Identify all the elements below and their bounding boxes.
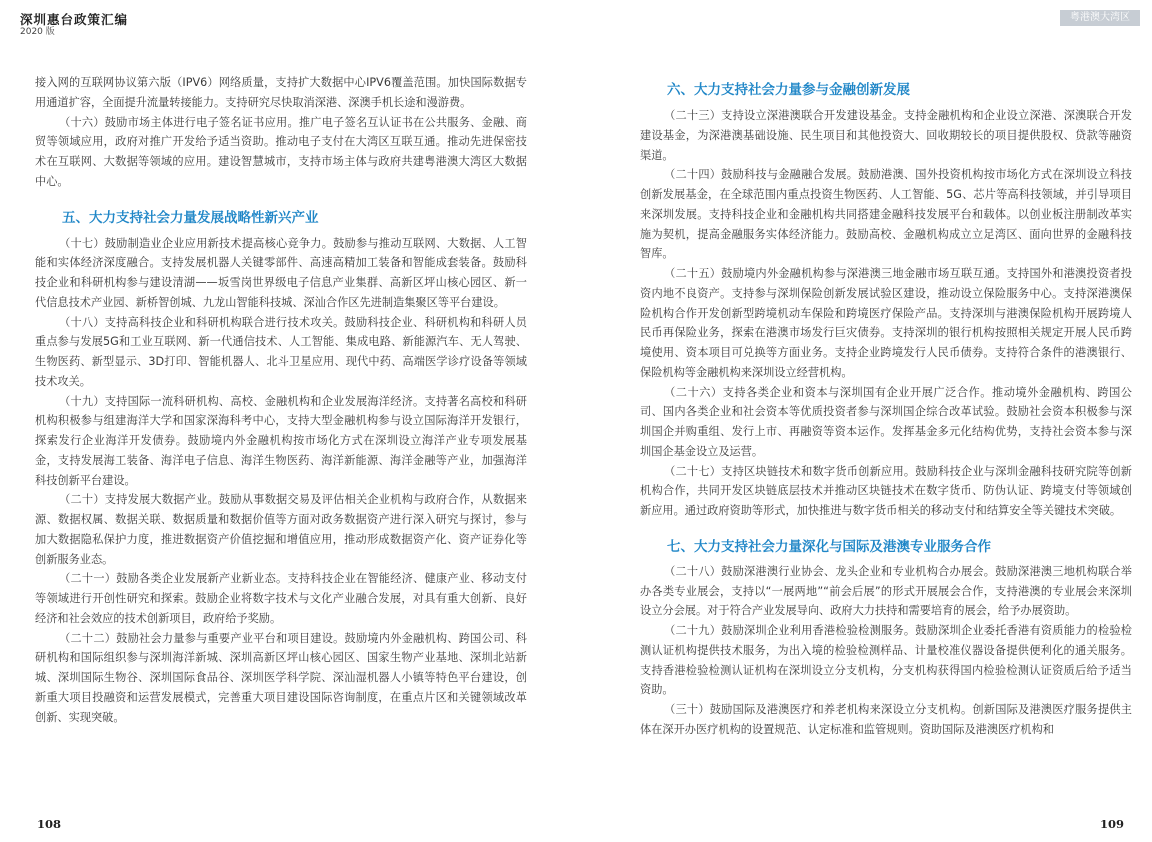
section-tag: 粤港澳大湾区	[1060, 10, 1140, 26]
paragraph: （二十二）鼓励社会力量参与重要产业平台和项目建设。鼓励境内外金融机构、跨国公司、科研机构和国际组织参与深圳海洋新城、深圳高新区坪山核心园区、国家生物产业基地、深圳北站新城、深圳国际生物谷、深圳国际食品谷、深圳医学科学院、深汕湿机器人小镇等特色平台建设，创新重大项目投融资和运营发展模式，完善重大项目建设国际咨询制度，在重点片区和关键领域改革创新、实现突破。	[35, 631, 527, 724]
publication-title: 深圳惠台政策汇编	[20, 12, 129, 27]
paragraph: （十八）支持高科技企业和科研机构联合进行技术攻关。鼓励科技企业、科研机构和科研人员重点参与发展5G和工业互联网、新一代通信技术、人工智能、集成电路、新能源汽车、无人驾驶、生物医药、新型显示、3D打印、智能机器人、北斗卫星应用、现代中药、高端医学诊疗设备等领域技术攻关。	[35, 315, 527, 388]
publication-brand	[20, 12, 128, 38]
paragraph: （十六）鼓励市场主体进行电子签名证书应用。推广电子签名互认证书在公共服务、金融、商贸等领域应用，政府对推广开发给予适当资助。推动电子支付在大湾区互联互通。推动先进保密技术在互联网、大数据等领域的应用。建设智慧城市，支持市场主体与政府共建粤港澳大湾区大数据中心。	[35, 115, 527, 188]
paragraph: （二十七）支持区块链技术和数字货币创新应用。鼓励科技企业与深圳金融科技研究院等创新机构合作，共同开发区块链底层技术并推动区块链技术在数字货币、防伪认证、跨境支付等领域创新应用。通过政府资助等形式，加快推进与数字货币相关的移动支付和结算安全等关键技术突破。	[640, 464, 1132, 517]
left-page-body	[35, 73, 527, 727]
paragraph: （二十五）鼓励境内外金融机构参与深港澳三地金融市场互联互通。支持国外和港澳投资者投资内地不良资产。支持参与深圳保险创新发展试验区建设，推动设立保险服务中心。支持深港澳保险机构合作开发创新型跨境机动车保险和跨境医疗保险产品。支持深圳与港澳保险机构开展跨境人民币再保险业务，探索在港澳市场发行巨灾债券。支持深圳的银行机构按照相关规定开展人民币跨境使用、资本项目可兑换等方面业务。支持企业跨境发行人民币债券。支持符合条件的港澳银行、保险机构等金融机构来深圳设立经营机构。	[640, 267, 1132, 379]
paragraph: （二十三）支持设立深港澳联合开发建设基金。支持金融机构和企业设立深港、深澳联合开发建设基金，为深港澳基础设施、民生项目和其他投资大、回收期较长的项目提供股权、贷款等融资渠道。	[640, 109, 1132, 162]
section-heading: 七、大力支持社会力量深化与国际及港澳专业服务合作	[667, 538, 991, 555]
paragraph: （三十）鼓励国际及港澳医疗和养老机构来深设立分支机构。创新国际及港澳医疗服务提供主体在深开办医疗机构的设置规范、认定标准和监管规则。资助国际及港澳医疗机构和	[640, 703, 1132, 736]
section-heading: 五、大力支持社会力量发展战略性新兴产业	[62, 209, 319, 226]
paragraph: 接入网的互联网协议第六版（IPV6）网络质量，支持扩大数据中心IPV6覆盖范围。加快国际数据专用通道扩容，全面提升流量转接能力。支持研究尽快取消深港、深澳手机长途和漫游费。	[35, 76, 527, 109]
publication-edition: 2020 版	[20, 27, 55, 37]
right-page-body	[640, 73, 1132, 740]
paragraph: （二十六）支持各类企业和资本与深圳国有企业开展广泛合作。推动境外金融机构、跨国公司、国内各类企业和社会资本等优质投资者参与深圳国企综合改革试验。鼓励社会资本积极参与深圳国企并购重组、发行上市、再融资等资本运作。发挥基金多元化结构优势，支持社会资本参与深圳国企基金设立及运营。	[640, 385, 1132, 458]
paragraph: （十九）支持国际一流科研机构、高校、金融机构和企业发展海洋经济。支持著名高校和科研机构积极参与组建海洋大学和国家深海科考中心，支持大型金融机构参与设立国际海洋开发银行，探索发行企业海洋开发债券。鼓励境内外金融机构按市场化方式在深圳设立海洋产业专项发展基金，支持发展海工装备、海洋电子信息、海洋生物医药、海洋新能源、海洋金融等产业，加强海洋科技创新平台建设。	[35, 394, 527, 487]
paragraph: （二十九）鼓励深圳企业利用香港检验检测服务。鼓励深圳企业委托香港有资质能力的检验检测认证机构提供技术服务，为出入境的检验检测样品、计量校准仪器设备提供便利化的通关服务。支持香港检验检测认证机构在深圳设立分支机构，分支机构获得国内检验检测认证资质后给予适当资助。	[640, 624, 1132, 697]
paragraph: （二十四）鼓励科技与金融融合发展。鼓励港澳、国外投资机构按市场化方式在深圳设立科技创新发展基金，在全球范围内重点投资生物医药、人工智能、5G、芯片等高科技领域，并引导项目来深圳发展。支持科技企业和金融机构共同搭建金融科技发展平台和载体。以创业板注册制改革实施为契机，提高金融服务实体经济能力。鼓励高校、金融机构成立立足湾区、面向世界的金融科技智库。	[640, 168, 1132, 261]
page-number-left: 108	[37, 817, 62, 831]
page-number-right: 109	[1100, 817, 1125, 831]
paragraph: （二十）支持发展大数据产业。鼓励从事数据交易及评估相关企业机构与政府合作，从数据来源、数据权属、数据关联、数据质量和数据价值等方面对政务数据资产进行深入研究与探讨，参与加大数据隐私保护力度，推进数据资产价值挖掘和增值应用，推动形成数据资产化、资产证券化等创新服务业态。	[35, 493, 527, 566]
paragraph: （二十一）鼓励各类企业发展新产业新业态。支持科技企业在智能经济、健康产业、移动支付等领域进行开创性研究和探索。鼓励企业将数字技术与文化产业融合发展，对具有重大创新、良好经济和社会效应的技术创新项目，政府给予奖励。	[35, 572, 527, 625]
section-heading: 六、大力支持社会力量参与金融创新发展	[667, 82, 910, 98]
paragraph: （十七）鼓励制造业企业应用新技术提高核心竞争力。鼓励参与推动互联网、大数据、人工智能和实体经济深度融合。支持发展机器人关键零部件、高速高精加工装备和智能成套装备。鼓励科技企业和科研机构参与建设清湖——坂雪岗世界级电子信息产业集群、高新区坪山核心园区、新一代信息技术产业园、新桥智创城、九龙山智能科技城、深汕合作区先进制造集聚区等平台建设。	[35, 236, 527, 309]
paragraph: （二十八）鼓励深港澳行业协会、龙头企业和专业机构合办展会。鼓励深港澳三地机构联合举办各类专业展会，支持以“一展两地”“前会后展”的形式开展展会合作，支持港澳的专业展会来深圳设立分会展。对于符合产业发展导向、政府大力扶持和需要培育的展会，给予办展资助。	[640, 564, 1132, 618]
